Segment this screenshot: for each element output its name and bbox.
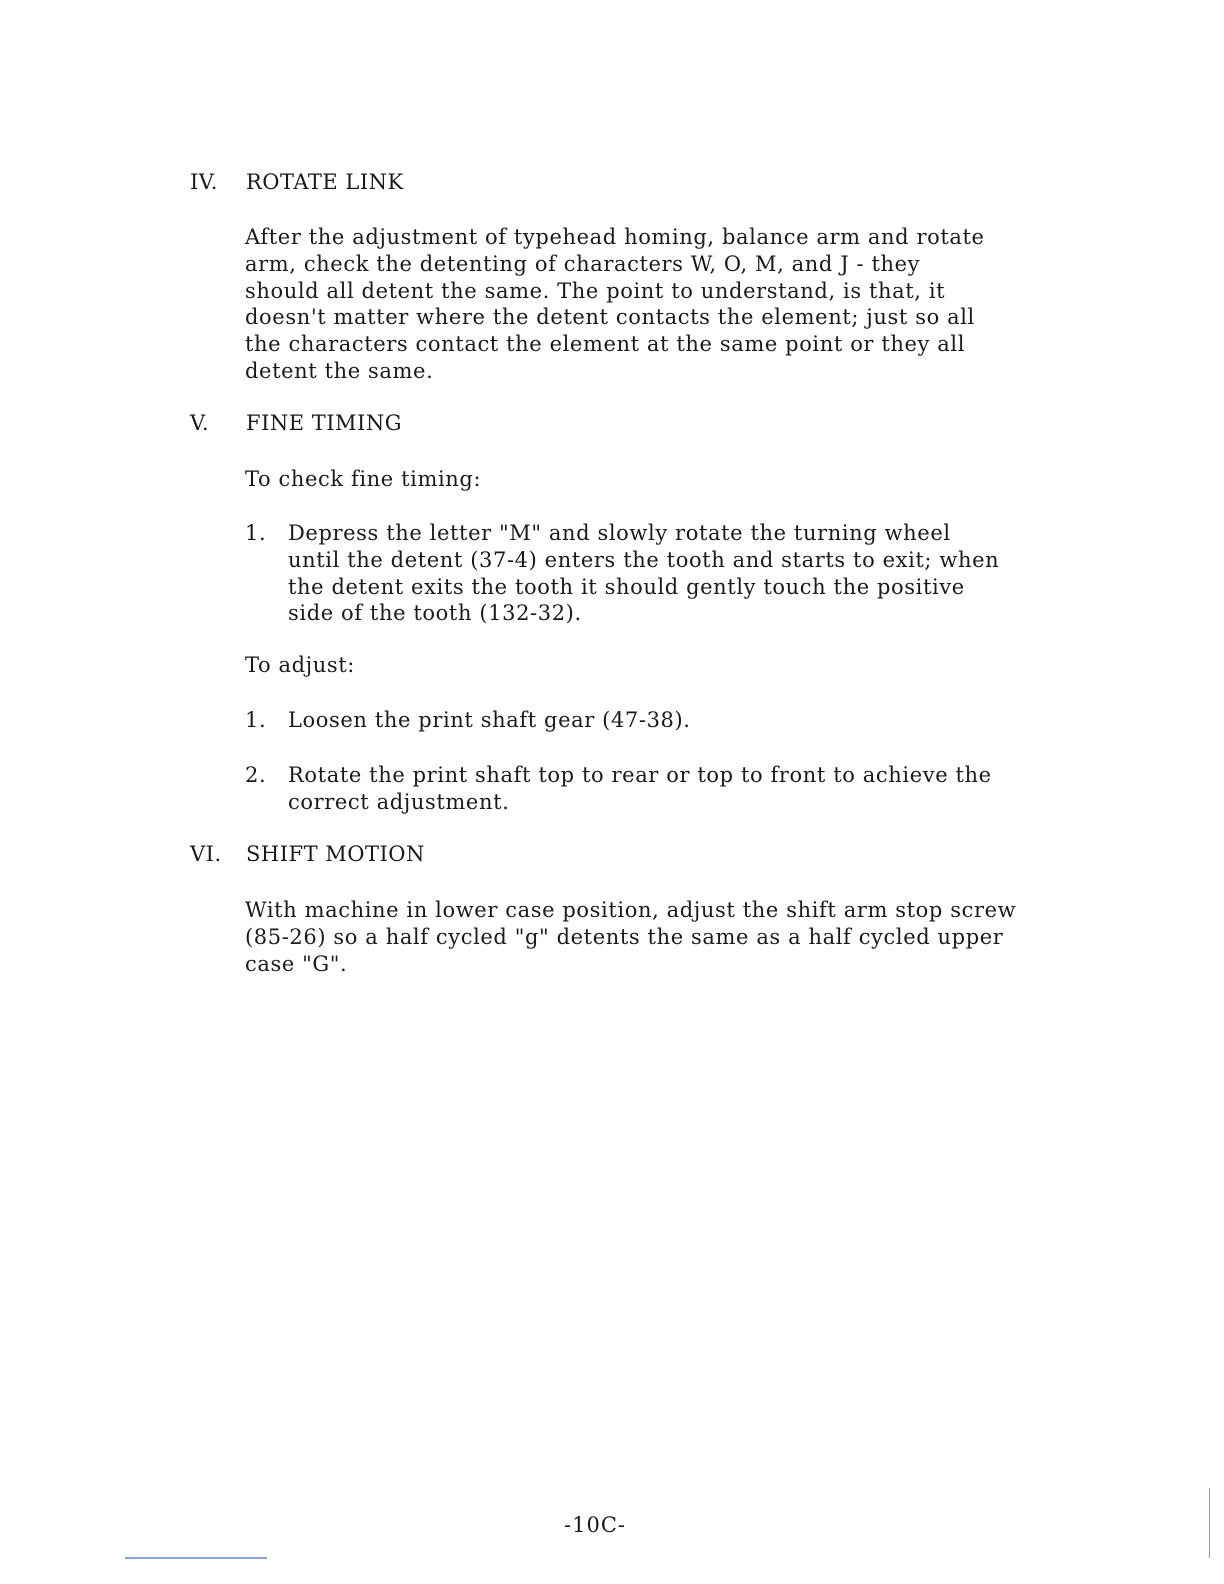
text-line: side of the tooth (132-32). <box>288 601 582 626</box>
shift-motion-paragraph <box>245 897 1045 977</box>
scan-edge-line <box>125 1557 267 1559</box>
section-title: FINE TIMING <box>246 411 402 435</box>
scan-edge-mark <box>1209 1488 1210 1558</box>
section-title: SHIFT MOTION <box>246 842 425 866</box>
text-line: Rotate the print shaft top to rear or top to front to achieve the <box>288 763 992 787</box>
text-line: should all detent the same. The point to understand, is that, it <box>245 278 946 303</box>
text-line: correct adjustment. <box>288 789 510 814</box>
text-line: the characters contact the element at the same point or they all <box>245 332 966 357</box>
item-number: 1. <box>245 708 267 732</box>
adjust-intro <box>245 652 1045 679</box>
section-heading <box>0 842 1224 872</box>
section-numeral: V. <box>190 411 210 435</box>
item-number: 1. <box>245 521 267 545</box>
item-text <box>288 762 992 816</box>
section-heading <box>0 170 1224 200</box>
text-line: (85-26) so a half cycled "g" detents the same as a half cycled upper <box>245 924 1004 949</box>
text-line: Loosen the print shaft gear (47-38). <box>288 708 691 732</box>
section-fine-timing <box>0 411 1224 441</box>
text-line: Depress the letter "M" and slowly rotate the turning wheel <box>288 521 951 545</box>
text-line: detent the same. <box>245 358 434 383</box>
section-heading <box>0 411 1224 441</box>
text-line: To check fine timing: <box>245 467 482 491</box>
section-title: ROTATE LINK <box>246 170 404 194</box>
item-number: 2. <box>245 763 267 787</box>
text-line: doesn't matter where the detent contacts the element; just so all <box>245 305 975 330</box>
text-line: until the detent (37-4) enters the tooth and starts to exit; when <box>288 547 1000 572</box>
section-numeral: VI. <box>190 842 222 866</box>
text-line: After the adjustment of typehead homing, balance arm and rotate <box>245 225 985 249</box>
section-numeral: IV. <box>190 170 218 194</box>
text-line: case "G". <box>245 951 348 976</box>
text-line: the detent exits the tooth it should gently touch the positive <box>288 574 965 599</box>
section-shift-motion <box>0 842 1224 872</box>
item-text <box>288 520 999 627</box>
check-intro <box>245 466 1045 493</box>
page-number: -10C- <box>564 1513 626 1537</box>
rotate-link-paragraph <box>245 224 1045 385</box>
section-rotate-link <box>0 170 1224 200</box>
text-line: arm, check the detenting of characters W, O, M, and J - they <box>245 251 921 276</box>
text-line: To adjust: <box>245 653 355 677</box>
item-text <box>288 707 691 734</box>
text-line: With machine in lower case position, adjust the shift arm stop screw <box>245 898 1017 922</box>
